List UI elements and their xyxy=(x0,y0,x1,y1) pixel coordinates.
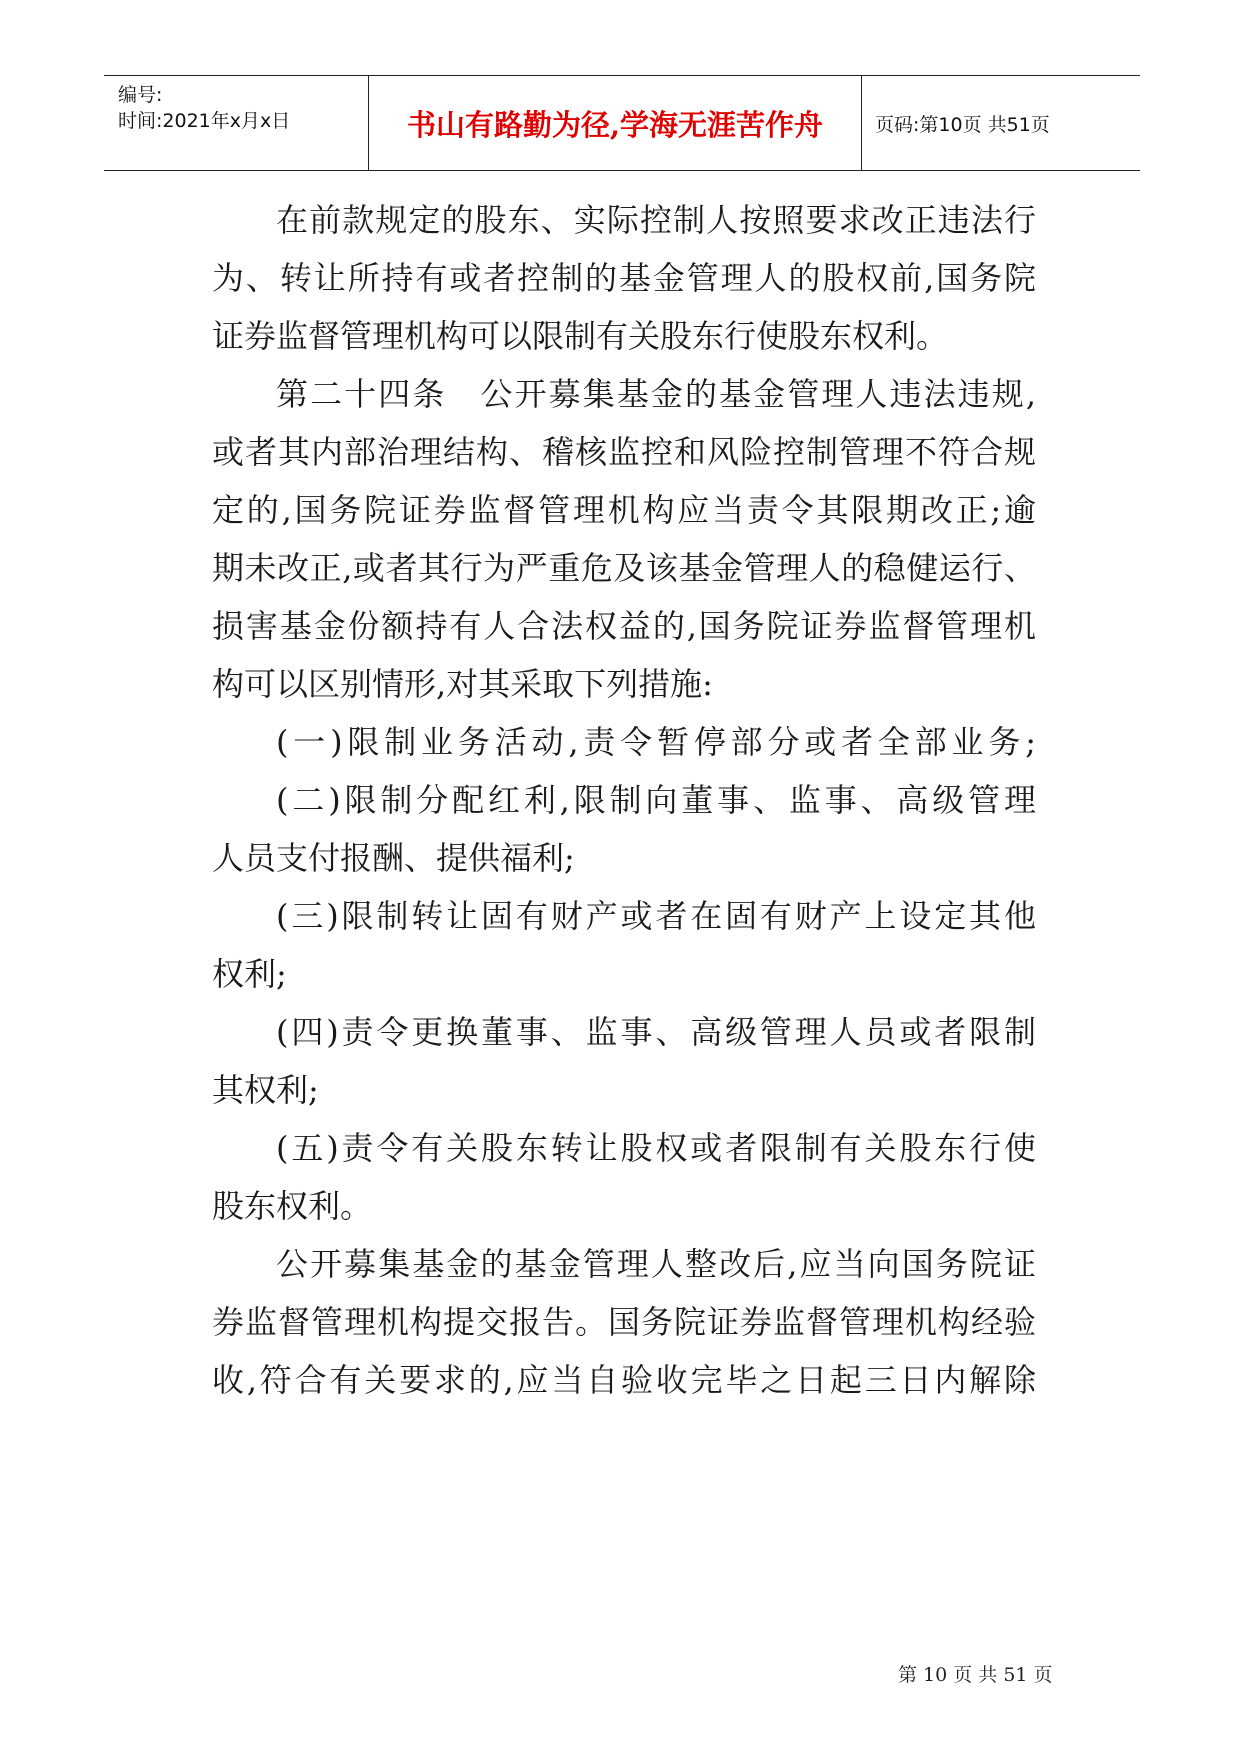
text-line: 第二十四条 公开募集基金的基金管理人违法违规, xyxy=(276,375,1036,413)
text-line: 权利; xyxy=(212,955,287,993)
page-footer: 第 10 页 共 51 页 xyxy=(898,1664,1053,1686)
text-line: 在前款规定的股东、实际控制人按照要求改正违法行 xyxy=(276,201,1036,239)
header-page-code: 页码:第10页 共51页 xyxy=(875,113,1050,136)
number-label: 编号: xyxy=(118,84,163,106)
text-line: 公开募集基金的基金管理人整改后,应当向国务院证 xyxy=(276,1245,1036,1283)
text-line: (一)限制业务活动,责令暂停部分或者全部业务; xyxy=(276,723,1036,761)
text-line: 其权利; xyxy=(212,1071,319,1109)
page-header xyxy=(104,75,1140,171)
text-line: (四)责令更换董事、监事、高级管理人员或者限制 xyxy=(276,1013,1036,1051)
text-line: 期未改正,或者其行为严重危及该基金管理人的稳健运行、 xyxy=(212,549,1036,587)
text-line: 收,符合有关要求的,应当自验收完毕之日起三日内解除 xyxy=(212,1361,1036,1399)
text-line: 损害基金份额持有人合法权益的,国务院证券监督管理机 xyxy=(212,607,1036,645)
text-line: 证券监督管理机构可以限制有关股东行使股东权利。 xyxy=(212,317,949,355)
text-line: (三)限制转让固有财产或者在固有财产上设定其他 xyxy=(276,897,1036,935)
text-line: (五)责令有关股东转让股权或者限制有关股东行使 xyxy=(276,1129,1036,1167)
text-line: 为、转让所持有或者控制的基金管理人的股权前,国务院 xyxy=(212,259,1036,297)
text-line: 券监督管理机构提交报告。国务院证券监督管理机构经验 xyxy=(212,1303,1036,1341)
time-label: 时间:2021年x月x日 xyxy=(118,110,291,132)
header-meta xyxy=(104,76,369,170)
text-line: 股东权利。 xyxy=(212,1187,373,1225)
text-line: 人员支付报酬、提供福利; xyxy=(212,839,575,877)
header-motto: 书山有路勤为径,学海无涯苦作舟 xyxy=(369,76,862,170)
text-line: 或者其内部治理结构、稽核监控和风险控制管理不符合规 xyxy=(212,433,1036,471)
text-line: 定的,国务院证券监督管理机构应当责令其限期改正;逾 xyxy=(212,491,1036,529)
text-line: (二)限制分配红利,限制向董事、监事、高级管理 xyxy=(276,781,1036,819)
text-line: 构可以区别情形,对其采取下列措施: xyxy=(212,665,713,703)
